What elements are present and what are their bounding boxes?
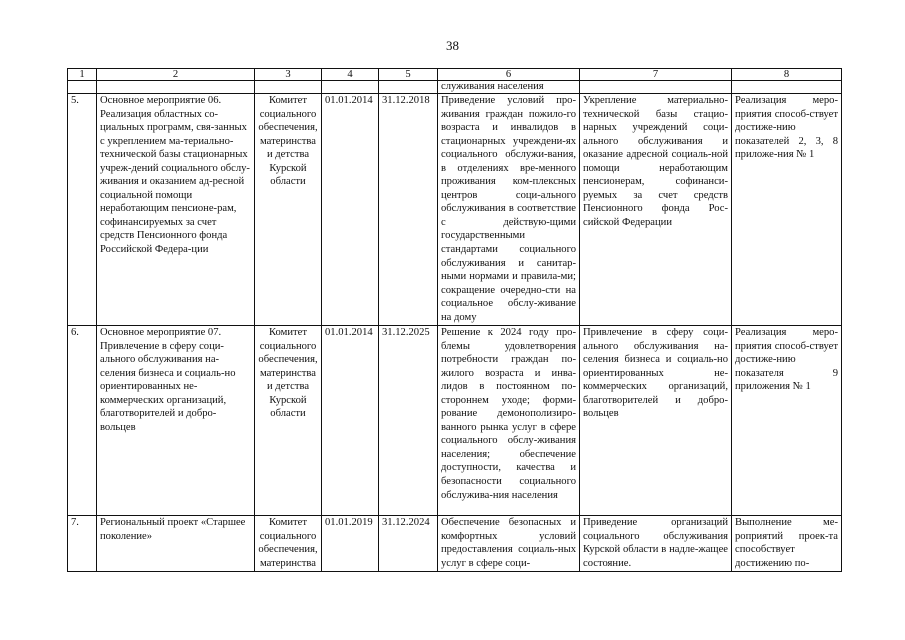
end-date: 31.12.2024 bbox=[379, 516, 438, 572]
header-row bbox=[68, 69, 842, 81]
start-date: 01.01.2014 bbox=[322, 326, 379, 516]
continuation-text: служивания населения bbox=[438, 81, 580, 94]
header-col-3: 3 bbox=[255, 69, 322, 81]
program-table bbox=[67, 68, 842, 572]
measure-name: Региональный проект «Старшее поколение» bbox=[97, 516, 255, 572]
indicator-link: Реализация меро-приятия способ-ствует достиже-нию показателя 9 приложения № 1 bbox=[732, 326, 842, 516]
row-number: 7. bbox=[68, 516, 97, 572]
end-date: 31.12.2018 bbox=[379, 94, 438, 326]
header-col-5: 5 bbox=[379, 69, 438, 81]
header-col-4: 4 bbox=[322, 69, 379, 81]
main-content: Укрепление материально-технической базы стацио-нарных учреждений соци-ального обслуживания и оказание адресной социаль-ной помощи неработающим пенсионерам, софинанси-руемых за счет средств Пенсионного фонда Рос-сийской Федерации bbox=[580, 94, 732, 326]
start-date: 01.01.2019 bbox=[322, 516, 379, 572]
main-content: Приведение организаций социального обслуживания Курской области в надле-жащее состояние. bbox=[580, 516, 732, 572]
header-col-6: 6 bbox=[438, 69, 580, 81]
row-number: 5. bbox=[68, 94, 97, 326]
table-row bbox=[68, 326, 842, 516]
header-col-1: 1 bbox=[68, 69, 97, 81]
measure-name: Основное мероприятие 07. Привлечение в сферу соци-ального обслуживания на-селения бизнеса и социаль-но ориентированных не-коммерческих организаций, благотворителей и добро-вольцев bbox=[97, 326, 255, 516]
header-col-2: 2 bbox=[97, 69, 255, 81]
row-number: 6. bbox=[68, 326, 97, 516]
page-number: 38 bbox=[446, 38, 459, 53]
measure-name: Основное мероприятие 06. Реализация областных со-циальных программ, свя-занных с укреплением ма-териально-технической базы стационарных учреж-дений социального обслу-живания и оказанием ад-ресной социальной помощи неработающим пенсионе-рам, софинансируемых за счет средств Пенсионного фонда Российской Федера-ции bbox=[97, 94, 255, 326]
table-row bbox=[68, 516, 842, 572]
indicator-link: Выполнение ме-роприятий проек-та способствует достижению по- bbox=[732, 516, 842, 572]
executor: Комитет социального обеспечения, материнства и детства Курской области bbox=[255, 326, 322, 516]
expected-result: Решение к 2024 году про-блемы удовлетворения потребности граждан по-жилого возраста и инва-лидов в постоянном по-стороннем уходе; форми-рование демонополизиро-ванного рынка услуг в сфере социального обслу-живания населения; обеспечение доступности, качества и безопасности социального обслужива-ния населения bbox=[438, 326, 580, 516]
indicator-link: Реализация меро-приятия способ-ствует достиже-нию показателей 2, 3, 8 приложе-ния № 1 bbox=[732, 94, 842, 326]
executor: Комитет социального обеспечения, материнства bbox=[255, 516, 322, 572]
main-content: Привлечение в сферу соци-ального обслуживания на-селения бизнеса и социаль-но ориентированных не-коммерческих организаций, благотворителей и добро-вольцев bbox=[580, 326, 732, 516]
continuation-row bbox=[68, 81, 842, 94]
expected-result: Обеспечение безопасных и комфортных условий предоставления социаль-ных услуг в сфере соци- bbox=[438, 516, 580, 572]
start-date: 01.01.2014 bbox=[322, 94, 379, 326]
header-col-7: 7 bbox=[580, 69, 732, 81]
table-row bbox=[68, 94, 842, 326]
header-col-8: 8 bbox=[732, 69, 842, 81]
executor: Комитет социального обеспечения, материнства и детства Курской области bbox=[255, 94, 322, 326]
end-date: 31.12.2025 bbox=[379, 326, 438, 516]
expected-result: Приведение условий про-живания граждан пожило-го возраста и инвалидов в стационарных учреждени-ях социального обслужи-вания, в отделениях вре-менного проживания ком-плексных центров соци-ального обслуживания в соответствие с действую-щими государственными стандартами социального обслуживания и санитар-ными нормами и правила-ми; сокращение очередно-сти на социальное обслу-живание на дому bbox=[438, 94, 580, 326]
